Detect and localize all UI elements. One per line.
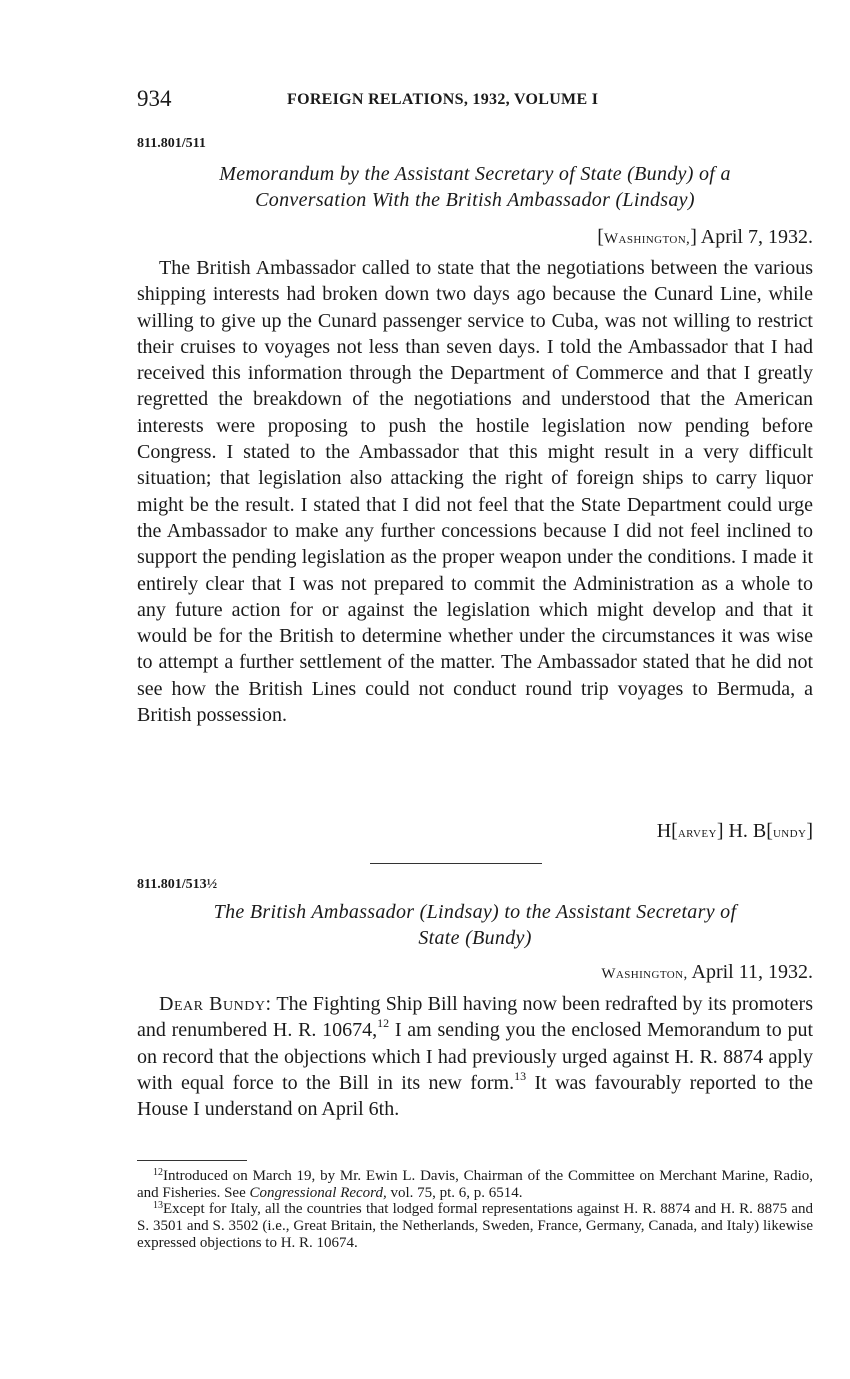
signature-part: undy — [772, 825, 807, 841]
body-text-part: The Fighting Ship Bill having now been redrafted by its promoters and renumbered H. R. 10674, — [137, 993, 813, 1042]
section-divider — [370, 863, 542, 864]
date-bracket: [ — [597, 226, 604, 248]
title-line: Memorandum by the Assistant Secretary of State (Bundy) of a — [219, 163, 731, 185]
document-title-1 — [137, 161, 813, 213]
footnote-number: 13 — [153, 1200, 163, 1212]
footnote-text: vol. 75, pt. 6, p. 6514. — [386, 1184, 523, 1201]
file-number-1: 811.801/511 — [137, 136, 206, 151]
salutation: Dear Bundy: — [159, 993, 272, 1015]
body-paragraph — [137, 991, 813, 1122]
footnote-citation: Congressional Record, — [249, 1184, 387, 1201]
running-head: FOREIGN RELATIONS, 1932, VOLUME I — [287, 91, 599, 108]
memorandum-body — [137, 255, 813, 728]
body-text-part: I am sending you the enclosed Memorandum to put on record that the objections which I had previously urged against H. R. 8874 apply with equal force to the Bill in its new form. — [137, 1019, 814, 1094]
file-number-2: 811.801/513½ — [137, 877, 218, 892]
signature-part: ] — [806, 820, 813, 842]
body-text-part: It was favourably reported to the House I understand on April 6th. — [137, 1071, 813, 1121]
footnote-ref-12[interactable]: 12 — [377, 1016, 390, 1031]
footnote-12 — [137, 1168, 813, 1201]
date-text: April 11, 1932. — [687, 961, 813, 983]
title-line: Conversation With the British Ambassador (Lindsay) — [255, 189, 695, 211]
date-place: Washington, — [601, 966, 688, 982]
date-text: ] April 7, 1932. — [690, 226, 813, 248]
footnotes — [137, 1168, 813, 1252]
footnote-divider — [137, 1160, 247, 1161]
title-line: State (Bundy) — [418, 927, 532, 949]
body-paragraph: The British Ambassador called to state that the negotiations between the various shipping interests had broken down two days ago because the Cunard Line, while willing to give up the Cunard passenger service to Cuba, was not willing to restrict their cruises to voyages not less than seven days. I told the Ambassador that I had received this information through the Department of Commerce and that I greatly regretted the breakdown of the negotiations and understood that the American interests were proposing to push the hostile legislation now pending before Congress. I stated to the Ambassador that this might result in a very difficult situation; that legislation also attacking the right of foreign ships to carry liquor might be the result. I stated that I did not feel that the State Department could urge the Ambassador to make any further concessions because I did not feel inclined to support the pending legislation as the proper weapon under the conditions. I made it entirely clear that I was not prepared to commit the Administration as a whole to any future action for or against the legislation which might develop and that it would be for the British to determine whether under the circumstances it was wise to attempt a further settlement of the matter. The Ambassador stated that he did not see how the British Lines could not conduct round trip voyages to Bermuda, a British possession. — [137, 257, 813, 727]
dateline-2 — [137, 961, 813, 984]
footnote-text: Introduced on March 19, by Mr. Ewin L. Davis, Chairman of the Committee on Merchant Marine, Radio, and Fisheries. See — [137, 1168, 813, 1201]
document-title-2 — [137, 899, 813, 951]
page-header — [137, 86, 813, 116]
page-number: 934 — [137, 86, 172, 111]
letter-body — [137, 991, 813, 1122]
signature-part: arvey — [677, 825, 717, 841]
signature-part: H[ — [656, 820, 678, 842]
footnote-number: 12 — [153, 1167, 163, 1178]
footnote-ref-13[interactable]: 13 — [514, 1068, 527, 1083]
footnote-text: Except for Italy, all the countries that lodged formal representations against H. R. 8874 and H. R. 8875 and S. 3501 and S. 3502 (i.e., Great Britain, the Netherlands, Sweden, France, Germany, Canada, and Italy) likewise expressed objections to H. R. 10674. — [137, 1201, 813, 1251]
title-line: The British Ambassador (Lindsay) to the Assistant Secretary of — [213, 901, 737, 923]
dateline-1 — [137, 226, 813, 249]
signature — [657, 820, 813, 843]
date-place: Washington, — [603, 231, 691, 247]
signature-part: ] H. B[ — [716, 820, 773, 842]
footnote-13 — [137, 1201, 813, 1251]
